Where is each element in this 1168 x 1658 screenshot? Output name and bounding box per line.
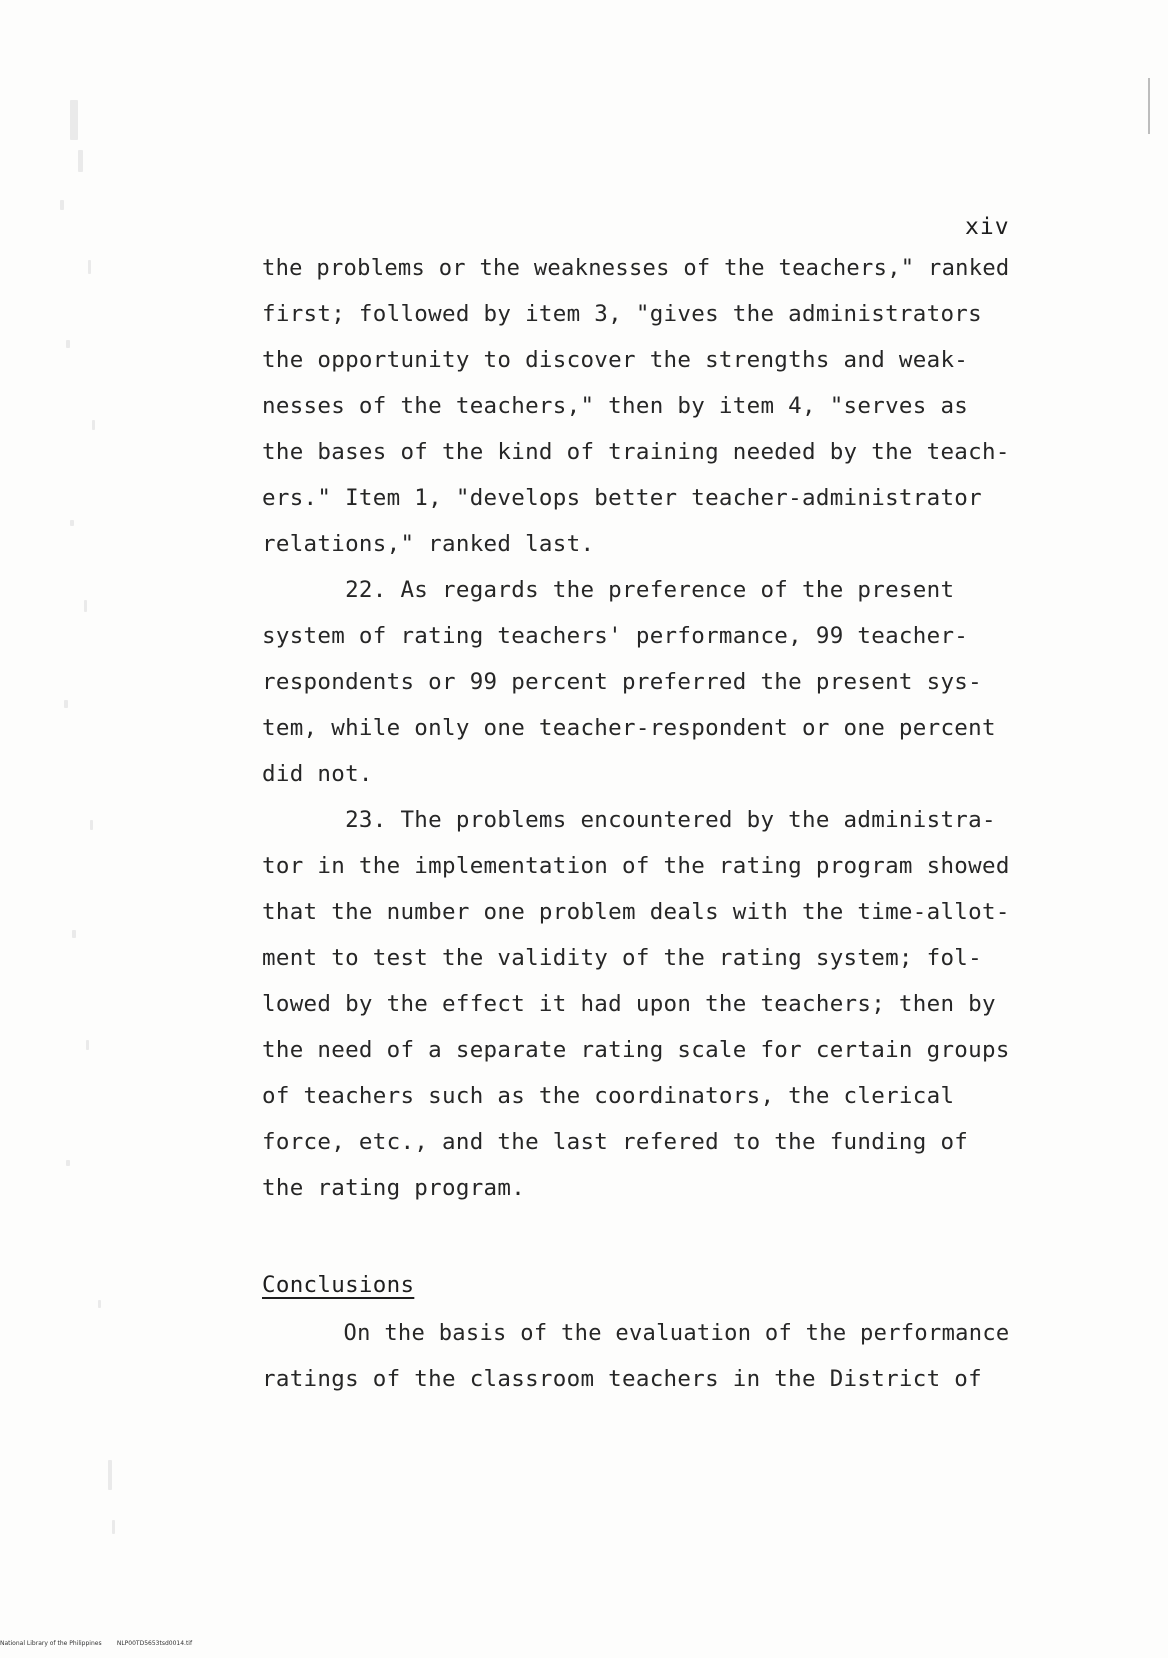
body-line: the bases of the kind of training needed by the teach- [262, 439, 1010, 465]
scan-speckle [64, 700, 68, 708]
body-line: force, etc., and the last refered to the funding of [262, 1129, 969, 1155]
scan-speckle [112, 1520, 115, 1534]
scan-speckle [92, 420, 95, 430]
scan-speckle [60, 200, 64, 210]
scan-speckle [66, 1160, 70, 1166]
body-line: nesses of the teachers," then by item 4, "serves as [262, 393, 969, 419]
body-line: of teachers such as the coordinators, the clerical [262, 1083, 955, 1109]
body-line: tem, while only one teacher-respondent or one percent [262, 715, 996, 741]
body-line: did not. [262, 761, 373, 787]
body-line: ment to test the validity of the rating system; fol- [262, 945, 982, 971]
body-line: ratings of the classroom teachers in the District of [262, 1366, 982, 1392]
scan-speckle [72, 930, 76, 938]
footer-library: National Library of the Philippines [0, 1640, 102, 1647]
scan-edge-mark [1148, 78, 1150, 134]
body-line: lowed by the effect it had upon the teachers; then by [262, 991, 996, 1017]
body-line: the problems or the weaknesses of the teachers," ranked [262, 255, 1010, 281]
scan-speckle [84, 600, 87, 612]
body-line: first; followed by item 3, "gives the administrators [262, 301, 982, 327]
body-line: 22. As regards the preference of the present [262, 577, 955, 603]
scan-speckle [66, 340, 70, 348]
scan-speckle [86, 1040, 89, 1050]
body-line: On the basis of the evaluation of the performance [262, 1320, 1010, 1346]
body-line: that the number one problem deals with the time-allot- [262, 899, 1010, 925]
scan-speckle [108, 1460, 112, 1490]
page-number: xiv [965, 214, 1010, 240]
body-line: ers." Item 1, "develops better teacher-administrator [262, 485, 982, 511]
footer-file: NLP00TD5653tsd0014.tif [116, 1640, 193, 1647]
scan-footer [0, 1640, 600, 1647]
body-line: system of rating teachers' performance, 99 teacher- [262, 623, 969, 649]
section-heading-conclusions: Conclusions [262, 1272, 415, 1298]
body-line: tor in the implementation of the rating program showed [262, 853, 1010, 879]
body-line: respondents or 99 percent preferred the present sys- [262, 669, 982, 695]
scan-speckle [88, 260, 91, 274]
body-line: the opportunity to discover the strengths and weak- [262, 347, 969, 373]
body-line: 23. The problems encountered by the administra- [262, 807, 996, 833]
scan-speckle [70, 100, 78, 140]
scan-speckle [70, 520, 74, 526]
body-line: the rating program. [262, 1175, 526, 1201]
scan-speckle [98, 1300, 101, 1308]
scan-speckle [78, 150, 83, 172]
scan-speckle [90, 820, 93, 830]
body-line: relations," ranked last. [262, 531, 595, 557]
body-line: the need of a separate rating scale for certain groups [262, 1037, 1010, 1063]
